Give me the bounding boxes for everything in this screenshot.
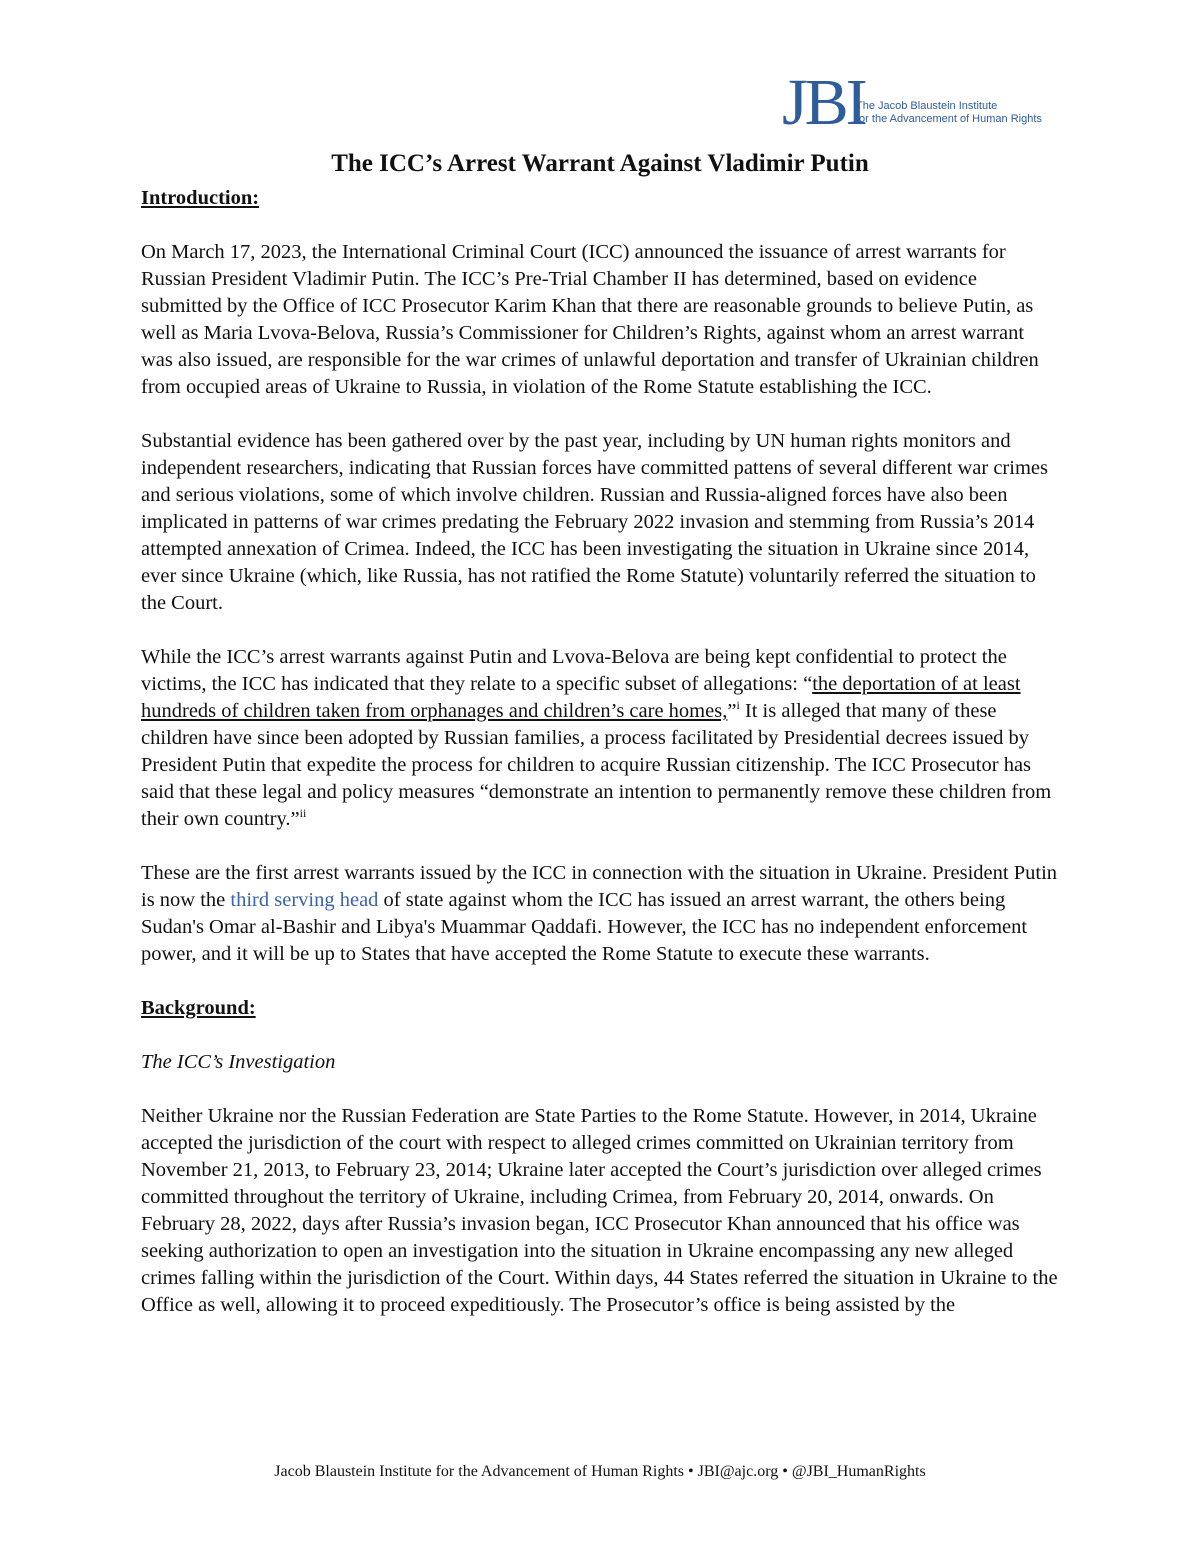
background-heading: Background: <box>141 997 256 1019</box>
introduction-heading: Introduction: <box>141 187 260 209</box>
p3-text-a: While the ICC’s arrest warrants against Putin and Lvova-Belova are being kept confidential to protect the victims, the ICC has indicated that they relate to a specific subset of allegations: “ <box>141 646 1007 695</box>
logo-text <box>856 100 1042 126</box>
intro-paragraph-1: On March 17, 2023, the International Criminal Court (ICC) announced the issuance of arrest warrants for Russian President Vladimir Putin. The ICC’s Pre-Trial Chamber II has determined, based on evidence submitted by the Office of ICC Prosecutor Karim Khan that there are reasonable grounds to believe Putin, as well as Maria Lvova-Belova, Russia’s Commissioner for Children’s Rights, against whom an arrest warrant was also issued, are responsible for the war crimes of unlawful deportation and transfer of Ukrainian children from occupied areas of Ukraine to Russia, in violation of the Rome Statute establishing the ICC. <box>141 241 1039 398</box>
p4-text-b: of state against whom the ICC has issued an arrest warrant, the others being Sudan's Omar al-Bashir and Libya's Muammar Qaddafi. However, the ICC has no independent enforcement power, and it will be up to States that have accepted the Rome Statute to execute these warrants. <box>141 889 1028 965</box>
third-serving-head-link[interactable]: third serving head <box>230 889 379 911</box>
logo-text-line2: for the Advancement of Human Rights <box>856 113 1042 125</box>
quote-link[interactable]: the deportation of at least hundreds of children taken from orphanages and children’s care homes, <box>141 673 1021 722</box>
footnote-ref-1[interactable]: i <box>736 698 740 713</box>
page-footer: Jacob Blaustein Institute for the Advancement of Human Rights • JBI@ajc.org • @JBI_HumanRights <box>274 1463 926 1480</box>
intro-paragraph-4 <box>141 860 1061 968</box>
intro-paragraph-2: Substantial evidence has been gathered over by the past year, including by UN human rights monitors and independent researchers, indicating that Russian forces have committed pattens of several different war crimes and serious violations, some of which involve children. Russian and Russia-aligned forces have also been implicated in patterns of war crimes predating the February 2022 invasion and stemming from Russia’s 2014 attempted annexation of Crimea. Indeed, the ICC has been investigating the situation in Ukraine since 2014, ever since Ukraine (which, like Russia, has not ratified the Rome Statute) voluntarily referred the situation to the Court. <box>141 430 1048 614</box>
logo-text-line1: The Jacob Blaustein Institute <box>856 100 998 112</box>
document-title: The ICC’s Arrest Warrant Against Vladimir Putin <box>331 150 869 177</box>
investigation-subheading: The ICC’s Investigation <box>141 1051 336 1073</box>
footnote-ref-2[interactable]: ii <box>299 806 307 821</box>
p3-text-c: It is alleged that many of these children have since been adopted by Russian families, a process facilitated by Presidential decrees issued by President Putin that expedite the process for children to acquire Russian citizenship. The ICC Prosecutor has said that these legal and policy measures “demonstrate an intention to permanently remove these children from their own country.” <box>141 700 1052 830</box>
document-body <box>141 185 1061 1319</box>
logo-mark: JBI <box>782 66 865 139</box>
jbi-logo <box>782 66 1062 146</box>
p3-text-b: ” <box>727 700 737 722</box>
p4-text-a: These are the first arrest warrants issued by the ICC in connection with the situation in Ukraine. President Putin is now the <box>141 862 1058 911</box>
background-paragraph-1: Neither Ukraine nor the Russian Federation are State Parties to the Rome Statute. However, in 2014, Ukraine accepted the jurisdiction of the court with respect to alleged crimes committed on Ukrainian territory from November 21, 2013, to February 23, 2014; Ukraine later accepted the Court’s jurisdiction over alleged crimes committed throughout the territory of Ukraine, including Crimea, from February 20, 2014, onwards. On February 28, 2022, days after Russia’s invasion began, ICC Prosecutor Khan announced that his office was seeking authorization to open an investigation into the situation in Ukraine encompassing any new alleged crimes falling within the jurisdiction of the Court. Within days, 44 States referred the situation in Ukraine to the Office as well, allowing it to proceed expeditiously. The Prosecutor’s office is being assisted by the <box>141 1105 1058 1316</box>
intro-paragraph-3 <box>141 644 1061 833</box>
